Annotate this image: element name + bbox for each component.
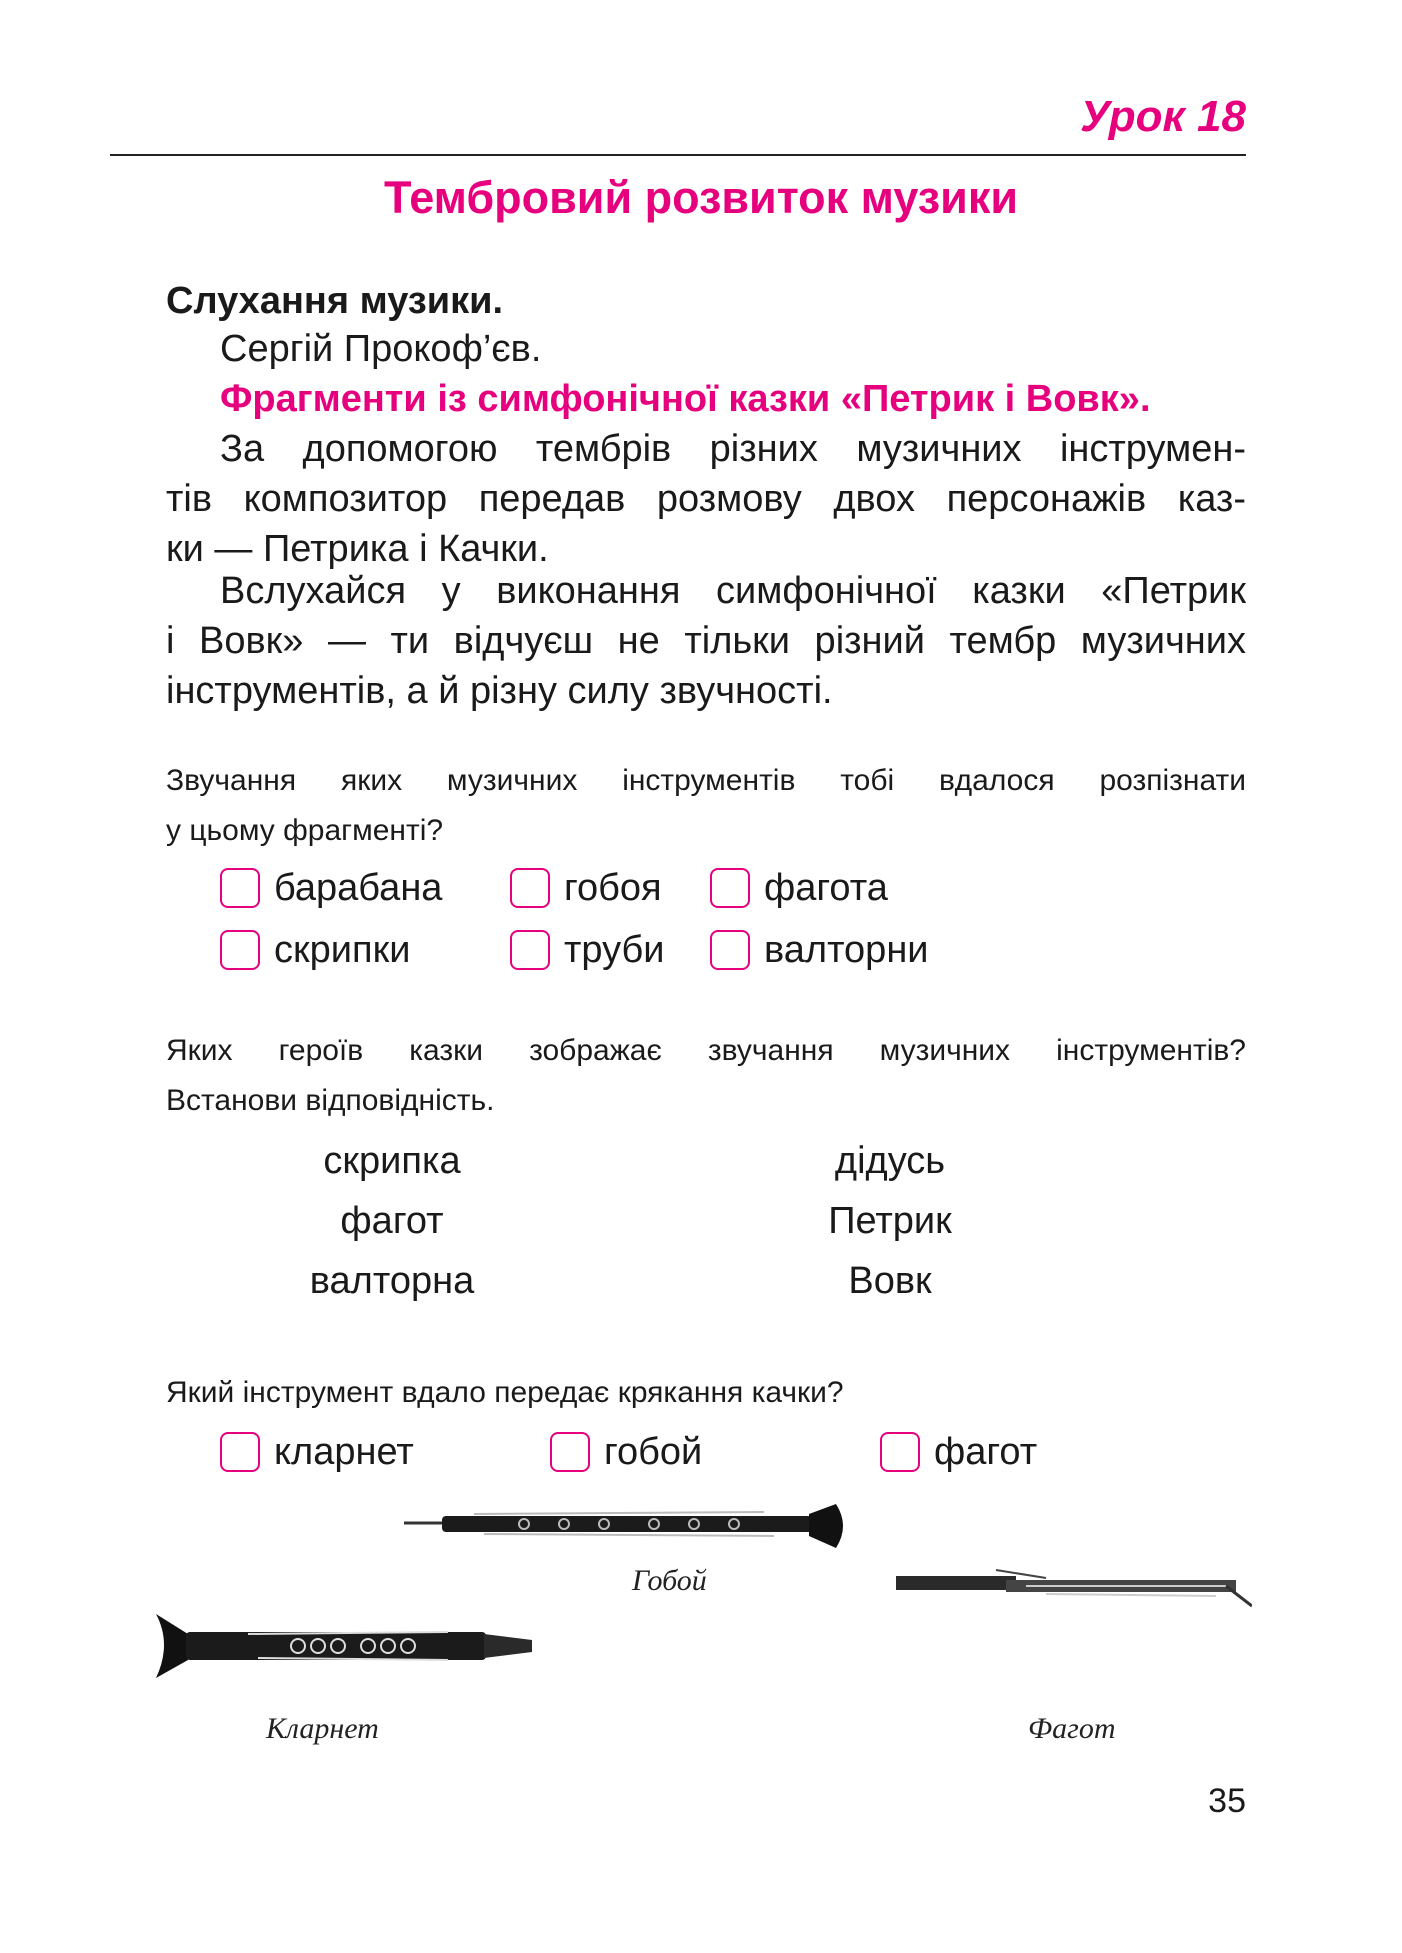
- option-trumpet[interactable]: [510, 922, 665, 978]
- question-1-line: Звучання яких музичних інструментів тобі вдалося розпізнати: [166, 764, 1246, 797]
- match-right-item[interactable]: Петрик: [828, 1200, 952, 1242]
- option-oboe[interactable]: [510, 860, 662, 916]
- header-rule: [110, 154, 1246, 156]
- paragraph-2-line: і Вовк» — ти відчуєш не тільки різний тембр музичних: [166, 620, 1246, 662]
- paragraph-2-line: інструментів, а й різну силу звучності.: [166, 670, 833, 712]
- option-label: валторни: [764, 928, 929, 971]
- checkbox[interactable]: [880, 1432, 920, 1472]
- question-3: Який інструмент вдало передає крякання качки?: [166, 1376, 844, 1409]
- option-label: фагота: [764, 866, 888, 909]
- option-label: фагот: [934, 1430, 1038, 1473]
- question-1-line: у цьому фрагменті?: [166, 814, 444, 847]
- composer: Сергій Прокоф’єв.: [220, 328, 542, 370]
- match-right-item[interactable]: Вовк: [848, 1260, 932, 1302]
- bassoon-image: [896, 1566, 1252, 1622]
- work-title: Фрагменти із симфонічної казки «Петрик і Вовк».: [220, 378, 1151, 420]
- question-2-line: Встанови відповідність.: [166, 1084, 495, 1117]
- option-clarinet[interactable]: [220, 1424, 414, 1480]
- option-label: гобоя: [564, 866, 662, 909]
- checkbox[interactable]: [510, 930, 550, 970]
- caption-bassoon: Фагот: [1028, 1712, 1116, 1745]
- option-drum[interactable]: [220, 860, 442, 916]
- option-horn[interactable]: [710, 922, 929, 978]
- page-title: Тембровий розвиток музики: [383, 172, 1019, 223]
- caption-clarinet: Кларнет: [266, 1712, 379, 1745]
- match-left-item[interactable]: скрипка: [323, 1140, 461, 1182]
- checkbox[interactable]: [510, 868, 550, 908]
- checkbox[interactable]: [220, 868, 260, 908]
- page-number: 35: [1208, 1782, 1246, 1820]
- clarinet-image: [148, 1608, 538, 1684]
- match-left-item[interactable]: валторна: [309, 1260, 475, 1302]
- option-oboe-2[interactable]: [550, 1424, 702, 1480]
- paragraph-1-line: тів композитор передав розмову двох персонажів каз-: [166, 478, 1246, 520]
- paragraph-2: [166, 566, 1246, 716]
- checkbox[interactable]: [710, 930, 750, 970]
- option-bassoon[interactable]: [710, 860, 888, 916]
- question-2-line: Яких героїв казки зображає звучання музичних інструментів?: [166, 1034, 1246, 1067]
- paragraph-2-line: Вслухайся у виконання симфонічної казки «Петрик: [220, 570, 1246, 612]
- option-label: кларнет: [274, 1430, 414, 1473]
- paragraph-1-line: ки — Петрика і Качки.: [166, 528, 549, 570]
- match-right-item[interactable]: дідусь: [834, 1140, 946, 1182]
- section-heading: Слухання музики.: [166, 280, 504, 322]
- caption-oboe: Гобой: [632, 1564, 707, 1597]
- oboe-image: [404, 1496, 856, 1562]
- checkbox[interactable]: [220, 930, 260, 970]
- option-bassoon-2[interactable]: [880, 1424, 1037, 1480]
- question-1: [166, 756, 1246, 856]
- lesson-label: Урок 18: [1080, 92, 1246, 141]
- match-left-item[interactable]: фагот: [340, 1200, 444, 1242]
- question-2: [166, 1026, 1246, 1126]
- paragraph-1-line: За допомогою тембрів різних музичних інструмен-: [220, 428, 1246, 470]
- option-label: гобой: [604, 1430, 703, 1473]
- option-label: скрипки: [274, 928, 411, 971]
- option-label: барабана: [274, 866, 443, 909]
- checkbox[interactable]: [550, 1432, 590, 1472]
- option-label: труби: [564, 928, 665, 971]
- checkbox[interactable]: [220, 1432, 260, 1472]
- checkbox[interactable]: [710, 868, 750, 908]
- option-violin[interactable]: [220, 922, 410, 978]
- paragraph-1: [166, 424, 1246, 574]
